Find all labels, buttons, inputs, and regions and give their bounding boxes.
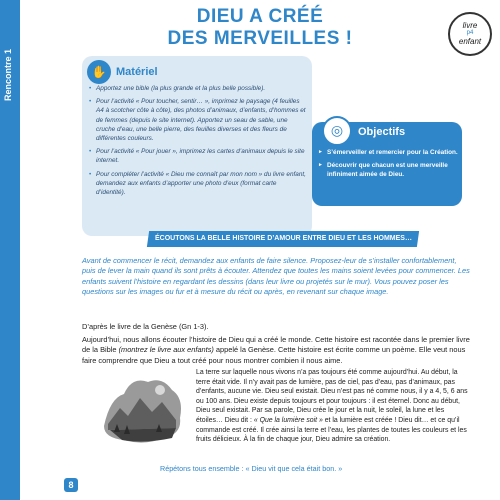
objectif-item: ► Découvrir que chacun est une merveille infiniment aimée de Dieu. [318,161,458,179]
target-icon: ◎ [322,116,352,146]
materiel-item: • Apportez une bible (la plus grande et la plus belle possible). [88,84,306,93]
materiel-list [88,84,306,201]
materiel-panel [82,56,312,236]
sidebar-label: Rencontre 1 [3,49,13,102]
story-introduction [82,335,470,366]
badge-line-1: livre [462,21,478,30]
body-text-stage-direction: (montrez le livre aux enfants) [118,345,214,355]
body-text-1: Aujourd’hui, nous allons écouter l’histoire de Dieu qui a créé le monde. Cette histoire est racontée dans le premier livre de la Bible [82,335,470,355]
objectifs-list [318,148,458,183]
title-line-2: DES MERVEILLES ! [167,28,353,49]
objectif-item: ► S’émerveiller et remercier pour la Création. [318,148,458,157]
objectifs-title: Objectifs [358,126,406,138]
page-number: 8 [64,478,78,492]
badge-line-2: p4 [466,30,474,36]
objectifs-panel [312,122,462,206]
story-text-2: et la lumière est créée ! Dieu dit… et ce qu’il commande est créé. Il crée ainsi la terre et l’eau, les plantes de toutes les couleurs et les fruits délicieux. À la fin de chaque jour, Dieu admire sa création. [196,416,467,444]
page-title [140,6,380,50]
title-line-1: DIEU A CRÉÉ [196,6,324,27]
repeat-together: Répétons tous ensemble : « Dieu vit que cela était bon. » [160,464,343,473]
materiel-title: Matériel [116,66,158,78]
intro-instructions: Avant de commencer le récit, demandez aux enfants de faire silence. Proposez-leur de s’installer confortablement, puis de lever la main quand ils sont prêts à écouter. Attendez que toutes les mains soient levées pour commencer. Les enfants suivent l’histoire en regardant les dessins (dans leur livre ou projetés sur le mur). Vous pouvez poser les questions sur les images ou fur et à mesure du récit ou après, en revenant sur chaque image. [82,256,470,296]
story-text-1: La terre sur laquelle nous vivons n’a pas toujours été comme aujourd’hui. Au début, la terre était vide. Il n’y avait pas de lumière, pas de ciel, pas d’eau, pas d’animaux, pas d’enfants, aucune vie. Dieu seul existait. Dieu n’est pas né comme nous, il y a 4, 5, 6 ans ou 100 ans. Dieu existe depuis toujours et pour toujours : il est éternel. Donc au début, Dieu seul existait. Par sa parole, Dieu crée le jour et la nuit, le soleil, la lune et les étoiles… Dieu dit : [196,369,468,424]
body-text-2: appelé la Genèse. Cette histoire est écrite comme un poème. Elle veut nous faire comprendre que Dieu a tout créé pour nous montrer combien il nous aime. [82,345,466,365]
hands-icon: ✋ [87,60,111,84]
bible-reference: D’après le livre de la Genèse (Gn 1-3). [82,322,209,331]
materiel-item: • Pour l’activité « Pour toucher, sentir… », imprimez le paysage (4 feuilles A4 à scotcher côte à côte), des photos d’animaux, d’enfants, d’hommes et de femmes (depuis le site internet). Apportez un seau de sable, une cruche d’eau, une belle pierre, des feuilles diverses et des fleurs de différentes couleurs. [88,97,306,143]
materiel-item: • Pour l’activité « Pour jouer », imprimez les cartes d’animaux depuis le site internet. [88,147,306,165]
livre-enfant-badge [448,12,492,56]
story-quote: « Que la lumière soit » [253,416,323,424]
materiel-item: • Pour compléter l’activité « Dieu me connaît par mon nom » du livre enfant, demandez aux enfants d’apporter une photo d’eux (format carte d’identité). [88,170,306,198]
badge-line-3: enfant [458,37,482,46]
landscape-illustration [100,368,184,448]
sidebar-strip [0,0,20,500]
story-text [196,368,472,445]
banner-text: ÉCOUTONS LA BELLE HISTOIRE D’AMOUR ENTRE DIEU ET LES HOMMES… [154,235,412,242]
section-banner [147,231,419,247]
